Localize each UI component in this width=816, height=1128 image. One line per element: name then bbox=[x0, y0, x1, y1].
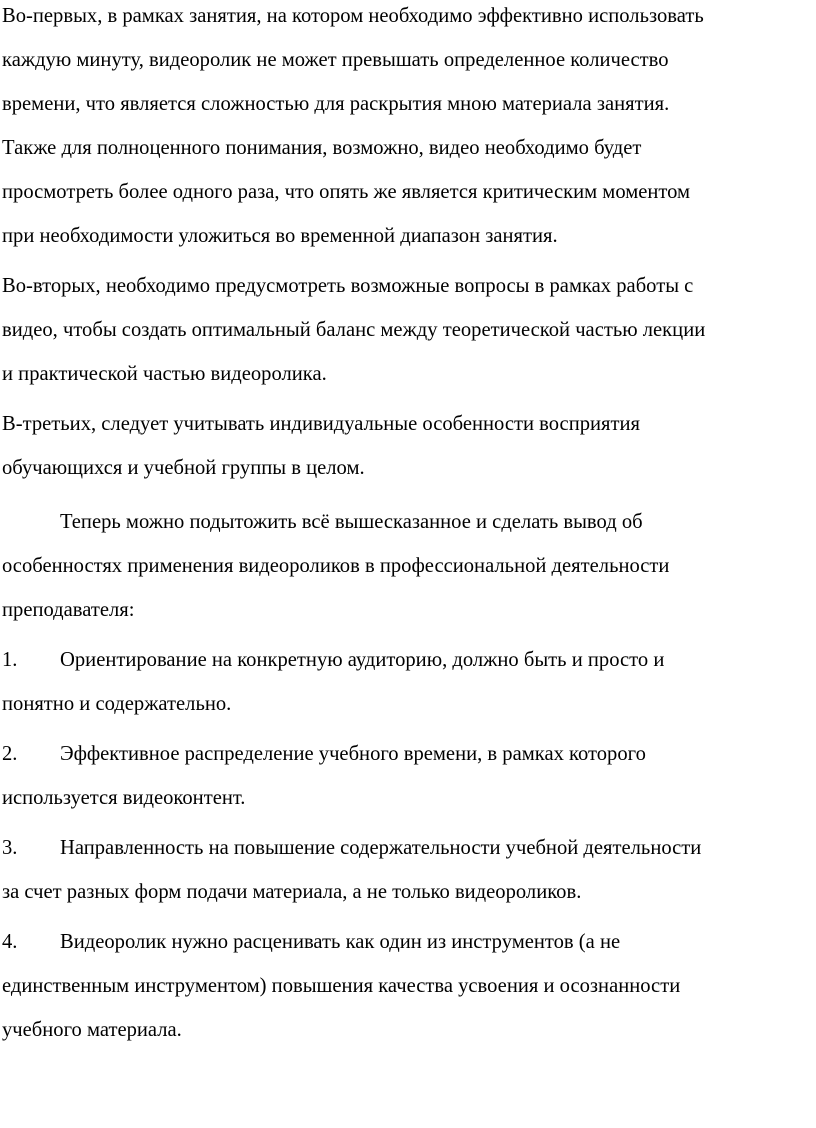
text-line: используется видеоконтент. bbox=[2, 787, 246, 809]
paragraph-first-point bbox=[0, 0, 816, 258]
paragraph-second-point bbox=[0, 264, 816, 396]
text-line: В-третьих, следует учитывать индивидуальные особенности восприятия bbox=[2, 413, 640, 435]
paragraph-spacer bbox=[0, 490, 816, 500]
text-line: обучающихся и учебной группы в целом. bbox=[2, 457, 365, 479]
text-line: просмотреть более одного раза, что опять же является критическим моментом bbox=[2, 181, 691, 203]
text-line bbox=[2, 920, 816, 964]
text-line: единственным инструментом) повышения качества усвоения и осознанности bbox=[2, 975, 681, 997]
text-line: понятно и содержательно. bbox=[2, 693, 232, 715]
list-item-text: Ориентирование на конкретную аудиторию, должно быть и просто и bbox=[60, 649, 665, 671]
text-line bbox=[2, 732, 816, 776]
list-item bbox=[0, 732, 816, 820]
text-line: каждую минуту, видеоролик не может превышать определенное количество bbox=[2, 49, 669, 71]
list-number: 2. bbox=[2, 743, 18, 765]
list-number: 1. bbox=[2, 649, 18, 671]
list-item-text: Эффективное распределение учебного времени, в рамках которого bbox=[60, 743, 646, 765]
text-line: при необходимости уложиться во временной диапазон занятия. bbox=[2, 225, 558, 247]
text-line: и практической частью видеоролика. bbox=[2, 363, 327, 385]
text-line bbox=[2, 500, 816, 544]
text-line: за счет разных форм подачи материала, а не только видеороликов. bbox=[2, 881, 582, 903]
list-number: 3. bbox=[2, 837, 18, 859]
list-item bbox=[0, 638, 816, 726]
text-line: видео, чтобы создать оптимальный баланс между теоретической частью лекции bbox=[2, 319, 706, 341]
list-item-text: Направленность на повышение содержательности учебной деятельности bbox=[60, 837, 702, 859]
text-line bbox=[2, 638, 816, 682]
text-line: Во-вторых, необходимо предусмотреть возможные вопросы в рамках работы с bbox=[2, 275, 694, 297]
text-line: Также для полноценного понимания, возможно, видео необходимо будет bbox=[2, 137, 642, 159]
text-line: преподавателя: bbox=[2, 599, 135, 621]
list-item-text: Видеоролик нужно расценивать как один из инструментов (а не bbox=[60, 931, 621, 953]
text-line bbox=[2, 826, 816, 870]
text-line: Во-первых, в рамках занятия, на котором необходимо эффективно использовать bbox=[2, 5, 704, 27]
list-item bbox=[0, 920, 816, 1052]
text-line: особенностях применения видеороликов в профессиональной деятельности bbox=[2, 555, 670, 577]
list-item bbox=[0, 826, 816, 914]
text-line: времени, что является сложностью для раскрытия мною материала занятия. bbox=[2, 93, 670, 115]
text-line: учебного материала. bbox=[2, 1019, 182, 1041]
list-number: 4. bbox=[2, 931, 18, 953]
paragraph-summary-intro bbox=[0, 500, 816, 632]
text-line-content: Теперь можно подытожить всё вышесказанное и сделать вывод об bbox=[60, 511, 643, 533]
paragraph-third-point bbox=[0, 402, 816, 490]
